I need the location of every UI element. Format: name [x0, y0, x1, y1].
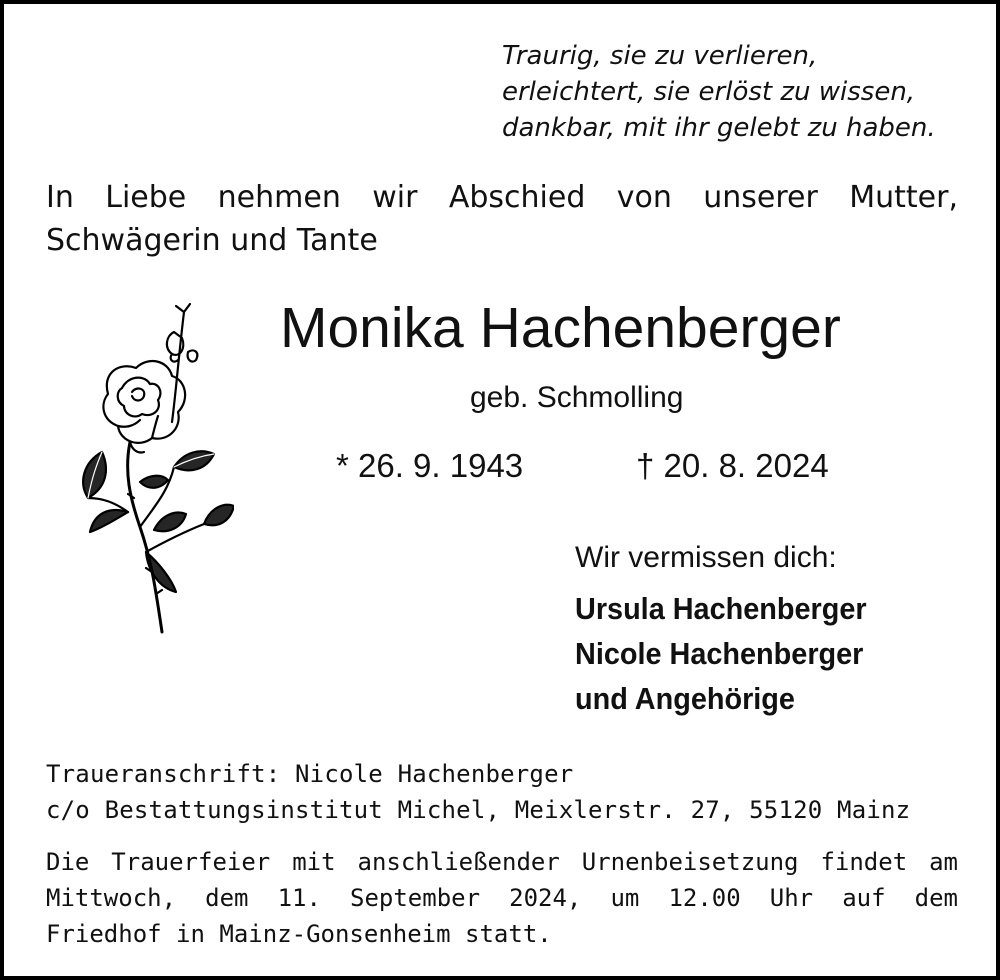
farewell-text	[46, 176, 958, 262]
mourning-address	[46, 756, 910, 828]
funeral-line: Friedhof in Mainz-Gonsenheim statt.	[46, 920, 552, 948]
mourner-name: und Angehörige	[575, 681, 795, 716]
poem-line: Traurig, sie zu verlieren,	[502, 41, 818, 71]
death-date: † 20. 8. 2024	[636, 447, 829, 484]
farewell-line: In Liebe nehmen wir Abschied von unserer Mutter,	[46, 180, 958, 215]
birth-name: geb. Schmolling	[470, 381, 684, 414]
address-line: c/o Bestattungsinstitut Michel, Meixlerstr. 27, 55120 Mainz	[46, 796, 911, 824]
mourners-list	[575, 586, 867, 721]
funeral-details	[46, 844, 958, 952]
mourner-name: Nicole Hachenberger	[575, 636, 864, 671]
poem	[502, 38, 936, 146]
birth-date: * 26. 9. 1943	[336, 447, 524, 484]
deceased-name: Monika Hachenberger	[280, 296, 841, 360]
farewell-line: Schwägerin und Tante	[46, 223, 378, 258]
funeral-line: Die Trauerfeier mit anschließender Urnenbeisetzung findet am	[46, 848, 958, 876]
funeral-line: Mittwoch, dem 11. September 2024, um 12.00 Uhr auf dem	[46, 884, 958, 912]
address-line: Traueranschrift: Nicole Hachenberger	[46, 760, 574, 788]
rose-illustration	[44, 302, 234, 642]
poem-line: erleichtert, sie erlöst zu wissen,	[502, 77, 916, 107]
mourners-heading: Wir vermissen dich:	[575, 541, 837, 574]
poem-line: dankbar, mit ihr gelebt zu haben.	[502, 113, 936, 143]
mourner-name: Ursula Hachenberger	[575, 591, 867, 626]
life-dates	[336, 444, 829, 488]
